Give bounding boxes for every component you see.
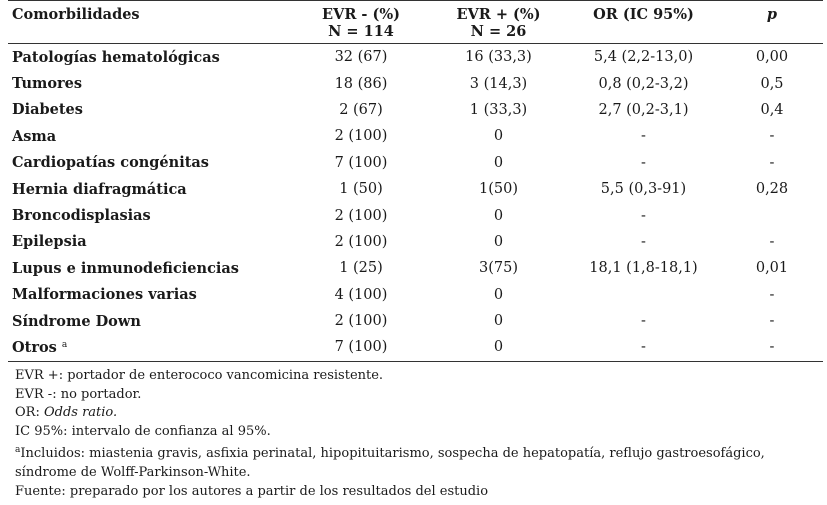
comorbidity-label: Síndrome Down: [12, 312, 141, 330]
table-row: [8, 150, 823, 176]
p-value: -: [769, 313, 775, 330]
table-row: [8, 229, 823, 255]
p-value: 0,28: [755, 181, 789, 198]
table-row: [8, 334, 823, 361]
comorbidity-name: [8, 123, 291, 149]
header-evr-positive: [431, 1, 566, 44]
evr-positive-value: 0: [493, 339, 504, 356]
header-p-value: p: [766, 6, 778, 23]
evr-positive-value: 0: [493, 286, 504, 303]
evr-negative-value: 1 (25): [339, 260, 383, 277]
table-body: [8, 44, 823, 362]
evr-negative-value: 2 (100): [334, 207, 388, 224]
comorbidity-name: [8, 97, 291, 123]
note-source: Fuente: preparado por los autores a partir de los resultados del estudio: [15, 483, 489, 499]
evr-positive-value: 0: [493, 154, 504, 171]
note-odds-ratio-prefix: OR:: [15, 405, 44, 421]
table-row: [8, 202, 823, 228]
p-value: 0,00: [755, 49, 789, 66]
note-included-superscript: a: [15, 445, 21, 456]
comorbidity-superscript: a: [61, 339, 68, 350]
comorbidity-label: Malformaciones varias: [12, 286, 197, 304]
evr-positive-value: 1(50): [479, 181, 518, 198]
evr-negative-value: 7 (100): [334, 339, 388, 356]
evr-positive-value: 1 (33,3): [469, 101, 528, 118]
odds-ratio-value: 5,4 (2,2-13,0): [593, 49, 694, 66]
comorbidity-label: Patologías hematológicas: [12, 48, 220, 66]
comorbidity-name: [8, 150, 291, 176]
p-value: -: [769, 154, 775, 171]
evr-positive-value: 0: [493, 207, 504, 224]
comorbidity-label: Cardiopatías congénitas: [12, 154, 209, 172]
p-value: 0,5: [760, 75, 784, 92]
evr-negative-value: 1 (50): [339, 181, 383, 198]
comorbidity-name: [8, 70, 291, 96]
note-included-text: Incluidos: miastenia gravis, asfixia perinatal, hipopituitarismo, sospecha de hepatopatía, reflujo gastroesofágico,: [20, 446, 765, 462]
note-odds-ratio-term: Odds ratio.: [43, 405, 118, 421]
odds-ratio-value: -: [641, 207, 646, 224]
header-evr-negative: [291, 1, 431, 44]
header-evr-positive-n: N = 26: [470, 23, 527, 40]
comorbidity-name: [8, 334, 291, 361]
table-row: [8, 308, 823, 334]
evr-negative-value: 2 (100): [334, 128, 388, 145]
comorbidity-label: Lupus e inmunodeficiencias: [12, 259, 239, 277]
evr-negative-value: 32 (67): [334, 49, 388, 66]
comorbidity-name: [8, 255, 291, 281]
comorbidity-label: Otros: [12, 338, 57, 356]
p-value: 0,4: [760, 101, 784, 118]
comorbidity-name: [8, 202, 291, 228]
odds-ratio-value: 5,5 (0,3-91): [600, 181, 687, 198]
note-included-line1: [15, 441, 815, 464]
comorbidities-table-container: [8, 0, 823, 362]
evr-positive-value: 0: [493, 233, 504, 250]
header-evr-positive-label: EVR + (%): [456, 6, 541, 23]
header-odds-ratio: OR (IC 95%): [593, 6, 694, 23]
comorbidity-name: [8, 282, 291, 308]
table-footnotes: [15, 367, 815, 501]
header-row: [8, 1, 823, 44]
evr-negative-value: 4 (100): [334, 286, 388, 303]
comorbidity-label: Tumores: [12, 75, 83, 93]
note-confidence-interval: IC 95%: intervalo de confianza al 95%.: [15, 423, 271, 439]
evr-positive-value: 0: [493, 128, 504, 145]
comorbidity-name: [8, 308, 291, 334]
odds-ratio-value: 2,7 (0,2-3,1): [598, 101, 689, 118]
evr-positive-value: 3 (14,3): [469, 75, 528, 92]
comorbidity-name: [8, 44, 291, 71]
p-value: [721, 202, 823, 228]
comorbidity-label: Hernia diafragmática: [12, 180, 187, 198]
odds-ratio-value: -: [641, 128, 646, 145]
odds-ratio-value: -: [641, 233, 646, 250]
table-row: [8, 255, 823, 281]
header-comorbidities: Comorbilidades: [12, 6, 140, 23]
odds-ratio-value: 0,8 (0,2-3,2): [598, 75, 689, 92]
p-value: -: [769, 233, 775, 250]
note-evr-positive: EVR +: portador de enterococo vancomicina resistente.: [15, 368, 384, 383]
table-row: [8, 97, 823, 123]
comorbidity-name: [8, 229, 291, 255]
table-row: [8, 176, 823, 202]
evr-negative-value: 18 (86): [334, 75, 388, 92]
evr-negative-value: 2 (100): [334, 233, 388, 250]
comorbidity-label: Diabetes: [12, 101, 83, 119]
evr-negative-value: 7 (100): [334, 154, 388, 171]
evr-positive-value: 0: [493, 313, 504, 330]
p-value: -: [769, 128, 775, 145]
table-row: [8, 282, 823, 308]
comorbidity-label: Asma: [12, 127, 57, 145]
note-included-line2: síndrome de Wolff-Parkinson-White.: [15, 464, 251, 480]
table-row: [8, 123, 823, 149]
evr-negative-value: 2 (100): [334, 313, 388, 330]
note-evr-negative: EVR -: no portador.: [15, 386, 142, 402]
odds-ratio-value: 18,1 (1,8-18,1): [589, 260, 698, 277]
p-value: -: [769, 339, 775, 356]
table-row: [8, 44, 823, 71]
evr-negative-value: 2 (67): [339, 101, 383, 118]
table-row: [8, 70, 823, 96]
note-odds-ratio: [15, 404, 815, 423]
header-evr-negative-label: EVR - (%): [322, 6, 400, 23]
odds-ratio-value: -: [641, 313, 646, 330]
comorbidity-label: Epilepsia: [12, 233, 87, 251]
header-evr-negative-n: N = 114: [328, 23, 394, 40]
odds-ratio-value: [566, 282, 721, 308]
odds-ratio-value: -: [641, 339, 646, 356]
evr-positive-value: 16 (33,3): [465, 49, 532, 66]
table-header: [8, 1, 823, 44]
odds-ratio-value: -: [641, 154, 646, 171]
comorbidity-name: [8, 176, 291, 202]
comorbidities-table: [8, 0, 823, 362]
comorbidity-label: Broncodisplasias: [12, 207, 151, 225]
p-value: -: [769, 286, 775, 303]
p-value: 0,01: [755, 260, 789, 277]
evr-positive-value: 3(75): [479, 260, 518, 277]
